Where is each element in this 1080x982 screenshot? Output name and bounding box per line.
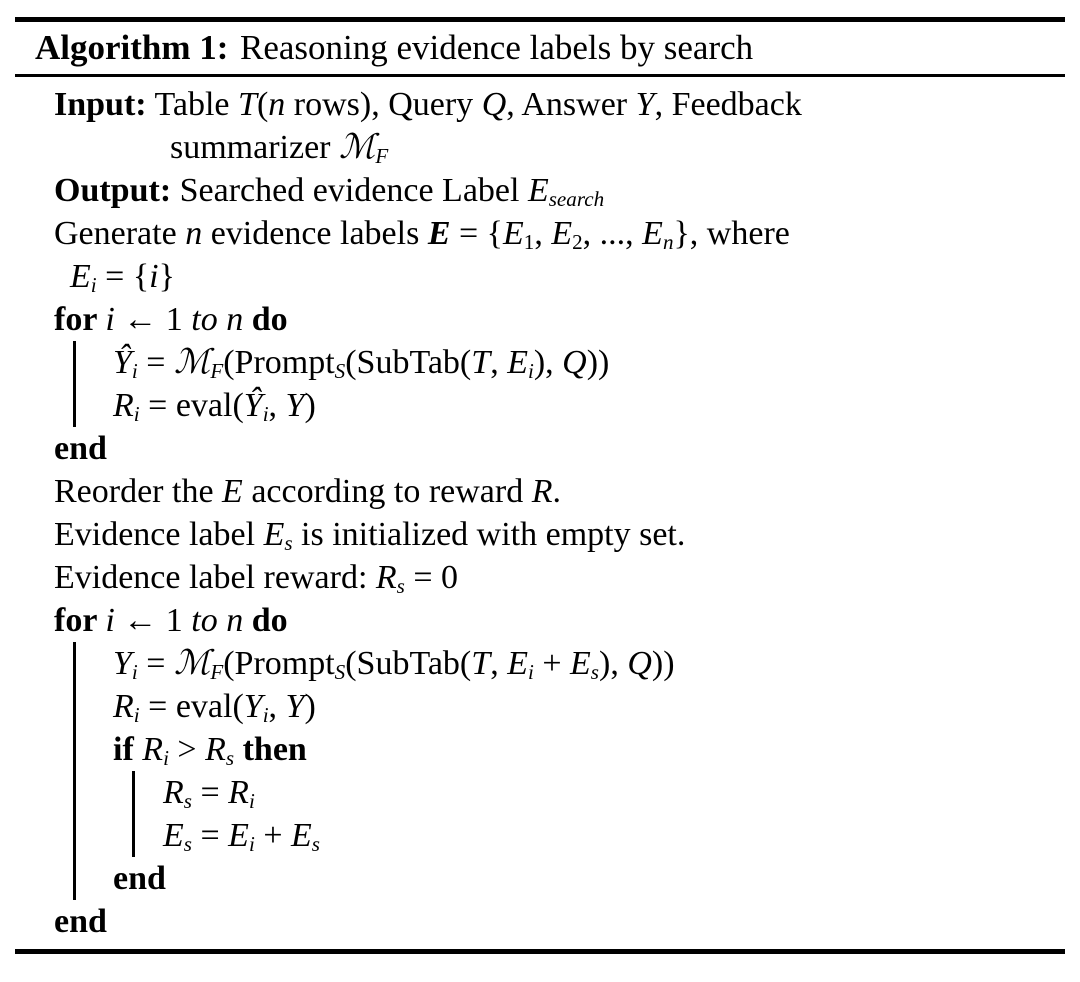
generate-continuation-line	[54, 255, 1065, 298]
for-loop-1-end	[54, 427, 1065, 470]
text-segment: n	[185, 215, 203, 252]
text-segment: E	[570, 645, 591, 682]
text-segment: = eval(	[139, 688, 244, 725]
text-segment: )	[304, 688, 316, 725]
text-segment: Input:	[54, 86, 147, 123]
text-segment: then	[234, 731, 307, 768]
loop2-predict-statement	[54, 642, 1065, 685]
text-segment: ),	[599, 645, 628, 682]
text-segment: ),	[533, 344, 563, 381]
text-segment: >	[168, 731, 206, 768]
text-segment: n	[226, 602, 244, 639]
text-segment: do	[243, 301, 288, 338]
text-segment: E	[527, 172, 549, 209]
text-segment: E	[163, 817, 184, 854]
text-segment: S	[334, 359, 346, 384]
reorder-line	[54, 470, 1065, 513]
text-segment: R	[375, 559, 397, 596]
text-segment: n	[226, 301, 244, 338]
text-segment: T	[238, 86, 257, 123]
text-segment: s	[311, 832, 320, 857]
text-segment: to	[191, 602, 218, 639]
text-segment: ,	[490, 344, 508, 381]
text-segment: Q	[562, 344, 587, 381]
text-segment: ℳ	[173, 344, 211, 381]
text-segment: ← 1	[114, 602, 192, 639]
text-segment: R	[113, 387, 134, 424]
text-segment: s	[284, 531, 293, 556]
algorithm-caption	[15, 22, 1065, 74]
if-end	[54, 857, 1065, 900]
generate-labels-line	[54, 212, 1065, 255]
block-scope-bar	[73, 341, 76, 384]
text-segment: Ŷ	[113, 344, 132, 381]
text-segment: i	[149, 258, 159, 295]
text-segment: ))	[586, 344, 610, 381]
text-segment: summarizer	[170, 129, 339, 166]
algorithm-body	[15, 77, 1065, 949]
text-segment: end	[54, 430, 107, 467]
text-segment: n	[268, 86, 286, 123]
text-segment: 1	[523, 230, 535, 255]
text-segment: =	[191, 774, 229, 811]
text-segment: Evidence label reward:	[54, 559, 376, 596]
text-segment: = eval(	[139, 387, 244, 424]
text-segment: = {	[96, 258, 150, 295]
text-segment: (SubTab(	[345, 645, 472, 682]
input-continuation-line	[54, 126, 1065, 169]
text-segment: +	[254, 817, 291, 854]
text-segment: F	[375, 144, 389, 169]
text-segment: ,	[490, 645, 508, 682]
block-scope-bar	[132, 814, 135, 857]
text-segment: if	[113, 731, 143, 768]
text-segment: E	[291, 817, 312, 854]
text-segment: R	[205, 731, 226, 768]
text-segment: ,	[268, 688, 286, 725]
text-segment: Evidence label	[54, 516, 264, 553]
block-scope-bar	[73, 771, 76, 814]
text-segment: T	[471, 645, 491, 682]
text-segment: do	[243, 602, 288, 639]
text-segment: Output:	[54, 172, 172, 209]
text-segment: ← 1	[114, 301, 192, 338]
text-segment: E	[263, 516, 285, 553]
block-scope-bar	[73, 728, 76, 771]
text-segment: i	[262, 402, 269, 427]
text-segment: Y	[285, 688, 305, 725]
text-segment: Q	[627, 645, 652, 682]
loop2-reward-statement	[54, 685, 1065, 728]
text-segment: end	[113, 860, 166, 897]
text-segment: =	[137, 645, 174, 682]
text-segment: , ...,	[582, 215, 643, 252]
text-segment: according to reward	[242, 473, 532, 510]
text-segment: F	[210, 660, 224, 685]
text-segment: S	[334, 660, 346, 685]
text-segment: ))	[651, 645, 675, 682]
text-segment: Table	[146, 86, 239, 123]
block-scope-bar	[73, 384, 76, 427]
for-loop-2-header	[54, 599, 1065, 642]
text-segment: i	[133, 703, 140, 728]
text-segment: (Prompt	[223, 645, 335, 682]
text-segment: for	[54, 301, 106, 338]
text-segment: search	[548, 187, 605, 212]
text-segment: i	[105, 602, 115, 639]
text-segment: E	[507, 344, 528, 381]
text-segment: T	[471, 344, 491, 381]
text-segment: (	[256, 86, 269, 123]
text-segment: Generate	[54, 215, 186, 252]
evidence-init-line	[54, 513, 1065, 556]
text-segment: i	[105, 301, 115, 338]
block-scope-bar	[73, 642, 76, 685]
text-segment: Y	[243, 688, 263, 725]
text-segment: )	[304, 387, 316, 424]
text-segment: ,	[268, 387, 286, 424]
text-segment: R	[113, 688, 134, 725]
text-segment: Y	[113, 645, 132, 682]
text-segment: rows), Query	[285, 86, 482, 123]
text-segment: i	[262, 703, 269, 728]
text-segment: s	[183, 789, 192, 814]
text-segment: ,	[534, 215, 552, 252]
text-segment: i	[248, 832, 255, 857]
text-segment: }, where	[673, 215, 790, 252]
text-segment: =	[137, 344, 174, 381]
text-segment: R	[228, 774, 249, 811]
text-segment: , Feedback	[654, 86, 802, 123]
text-segment: }	[158, 258, 175, 295]
text-segment: i	[527, 660, 534, 685]
text-segment: (SubTab(	[345, 344, 472, 381]
text-segment: Y	[285, 387, 305, 424]
text-segment: n	[662, 230, 674, 255]
text-segment: .	[552, 473, 561, 510]
text-segment: Ŷ	[243, 387, 263, 424]
text-segment: E	[222, 473, 243, 510]
text-segment: s	[396, 574, 405, 599]
text-segment: i	[131, 660, 138, 685]
text-segment: is initialized with empty set.	[292, 516, 686, 553]
text-segment: Q	[481, 86, 507, 123]
text-segment: E	[427, 215, 451, 252]
if-update-reward-statement	[54, 771, 1065, 814]
if-update-evidence-statement	[54, 814, 1065, 857]
text-segment: = 0	[404, 559, 459, 596]
text-segment: end	[54, 903, 107, 940]
bottom-rule	[15, 949, 1065, 954]
text-segment: Searched evidence Label	[171, 172, 528, 209]
for-loop-1-header	[54, 298, 1065, 341]
text-segment: ℳ	[173, 645, 211, 682]
block-scope-bar	[73, 685, 76, 728]
input-declaration-line	[54, 83, 1065, 126]
text-segment: ℳ	[339, 129, 376, 166]
text-segment: R	[163, 774, 184, 811]
text-segment: Y	[635, 86, 655, 123]
text-segment: i	[90, 273, 97, 298]
loop1-reward-statement	[54, 384, 1065, 427]
text-segment: R	[531, 473, 553, 510]
text-segment: E	[642, 215, 663, 252]
block-scope-bar	[73, 814, 76, 857]
block-scope-bar	[132, 771, 135, 814]
if-condition-line	[54, 728, 1065, 771]
text-segment: i	[527, 359, 534, 384]
text-segment: evidence labels	[202, 215, 428, 252]
evidence-reward-line	[54, 556, 1065, 599]
text-segment: i	[133, 402, 140, 427]
text-segment: to	[191, 301, 218, 338]
block-scope-bar	[73, 857, 76, 900]
text-segment	[218, 301, 227, 338]
text-segment: s	[590, 660, 599, 685]
text-segment: F	[210, 359, 224, 384]
algorithm-caption-title: Reasoning evidence labels by search	[240, 28, 754, 67]
text-segment: E	[503, 215, 524, 252]
for-loop-2-end	[54, 900, 1065, 943]
output-declaration-line	[54, 169, 1065, 212]
text-segment: for	[54, 602, 106, 639]
text-segment: i	[248, 789, 255, 814]
text-segment: E	[228, 817, 249, 854]
text-segment: E	[70, 258, 91, 295]
algorithm-caption-label: Algorithm 1:	[35, 28, 229, 67]
text-segment: +	[533, 645, 571, 682]
loop1-predict-statement	[54, 341, 1065, 384]
text-segment: R	[142, 731, 164, 768]
text-segment: i	[131, 359, 138, 384]
text-segment: s	[183, 832, 192, 857]
text-segment: i	[163, 746, 169, 771]
text-segment: E	[507, 645, 528, 682]
text-segment	[218, 602, 227, 639]
text-segment: E	[551, 215, 573, 252]
text-segment: 2	[572, 230, 583, 255]
text-segment: = {	[450, 215, 503, 252]
text-segment: s	[225, 746, 235, 771]
text-segment: =	[191, 817, 229, 854]
text-segment: (Prompt	[223, 344, 335, 381]
text-segment: Reorder the	[54, 473, 223, 510]
text-segment: , Answer	[506, 86, 636, 123]
